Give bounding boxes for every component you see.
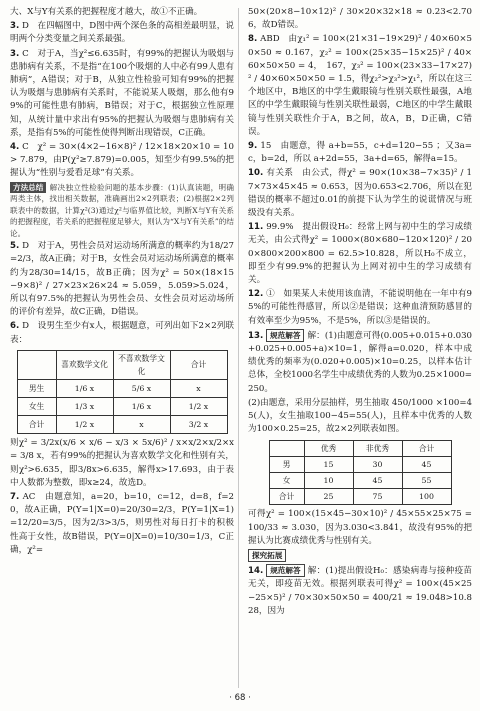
answer-item-5: 5. D 对于A，男性会员对运动场所满意的概率约为18/27=2/3，故A正确；对于B，女性会员对运动场所满意的概率约为28/30=14/15，故B正确；因为χ² = 50×(18×15−9×8)² / 27×23×26×24 ≈ 5.059，5.059>5.024，所以有97.5%的把握认为男性会员、女性会员对运动场所的评价有差异，故C正确，D错误。	[10, 241, 234, 318]
table-row: 合计 1/2 x x 3/2 x	[17, 416, 227, 434]
answer-item-6-cont: 则χ² = 3/2x(x/6 × x/6 − x/3 × 5x/6)² / x×x/2×x/2×x = 3/8 x，若有99%的把握认为喜欢数学文化和性别有关，则χ²>6.635，即3/8x>6.635，解得x>17.693，由于表中人数都为整数，即x≥24，故选D。	[10, 438, 234, 488]
answer-item-13-part3: 可得χ² = 100×(15×45−30×10)² / 45×55×25×75 = 100/33 ≈ 3.030，因为3.030<3.841，故没有95%的把握认为比赛成绩优秀与性别有关。	[248, 509, 472, 546]
table-row: 女生 1/3 x 1/6 x 1/2 x	[17, 398, 227, 416]
method-summary-tag: 方法总结	[10, 182, 46, 193]
column-divider	[238, 8, 239, 688]
answer-item-7: 7. AC 由题意知，a=20，b=10，c=12，d=8，f=20，故A正确，P(Y=1|X=0)=20/30=2/3，P(Y=1|X=1)=12/20=3/5，因为2/3>3/5，则男性对每日打卡的积极性高于女性，故B错误，P(Y=0|X=0)=10/30=1/3，C正确，χ²=	[10, 491, 234, 555]
answer-item-6: 6. D 设男生至少有x人，根据题意，可列出如下2×2列联表：	[10, 321, 235, 345]
answer-item-14: 14. 规范解答 解：(1)提出假设H₀：感染病毒与接种疫苗无关，即疫苗无效。根据列联表可得χ² = 100×(45×25−25×5)² / 70×30×50×50 = 400/21 ≈ 19.048>10.828，因为	[248, 566, 472, 616]
page-number: · 68 ·	[229, 693, 251, 703]
table-row: 男 15 30 45	[269, 456, 451, 472]
answer-item-4: 4. C χ² = 30×(4×2−16×8)² / 12×18×20×10 = 10 > 7.879，由P(χ²≥7.879)=0.005，知至少有99.5%的把握认为“性别与爱看足球”有关系。	[10, 142, 234, 179]
table-row: 合计 25 75 100	[269, 489, 451, 505]
answer-item-2-end: 大、X与Y有关系的把握程度才越大，故①不正确。	[10, 7, 203, 17]
extension-tag: 探究拓展	[248, 549, 286, 562]
standard-answer-tag: 规范解答	[266, 564, 304, 577]
answer-item-13: 13. 规范解答 解：(1)由题意可得(0.005+0.015+0.030+0.025+0.005+a)×10=1，解得a=0.020，样本中成绩优秀的频率为(0.020+0.005)×10=0.25，以样本估计总体，全校1000名学生中成绩优秀的人数为0.25×1000=250。	[248, 330, 473, 394]
answer-item-12: 12. ① 如果某人未使用该血清，不能说明他在一年中有95%的可能性得感冒，所以②是错误；这种血清预防感冒的有效率至少为95%，不是5%，所以③是错误的。	[248, 289, 473, 326]
answer-item-10: 10. 有关系 由公式，得χ² = 90×(10×38−7×35)² / 17×73×45×45 ≈ 0.653，因为0.653<2.706，所以在犯错误的概率不超过0.01的前提下认为学生的说谎情况与班级没有关系。	[248, 168, 472, 219]
right-column	[248, 6, 472, 619]
answer-item-13-part2: (2)由题意，采用分层抽样，男生抽取 450/1000 ×100=45(人)，女生抽取100−45=55(人)，且样本中优秀的人数为100×0.25=25，故2×2列联表如图。	[248, 397, 472, 435]
extension-section	[248, 549, 472, 563]
answer-item-4a: 3. C 对于A，当χ²≤6.635时，有99%的把握认为吸烟与患肺病有关系，不是指“在100个吸烟的人中必有99人患有肺病”，A错误；对于B，从独立性检验可知有99%的把握认为吸烟与患肺病有关系时，不能说某人吸烟，那么他有99%的可能性患有肺病，B错误；对于C，根据独立性原理知，从统计量中求出有95%的把握认为吸烟与患肺病有关系，是指有5%的可能性使得判断出现错误，C正确。	[10, 48, 234, 138]
answer-item-8: 8. ABD 由χ₁² = 100×(21×31−19×29)² / 40×60×50×50 ≈ 0.167，χ₂² = 100×(25×35−15×25)² / 40×60×50×50 = 4， 167，χ₃² = 100×(23×33−17×27)² / 40×60×50×50 = 1.5，得χ₂²>χ₃²>χ₁²，所以在这三个地区中，B地区的中学生戴眼镜与性别关联性最强，A地区的中学生戴眼镜与性别关联性最弱，C地区的中学生戴眼镜与性别关联性介于A，B之间，故A，B，D正确，C错误。	[248, 34, 472, 137]
method-summary: 方法总结 解决独立性检验问题的基本步骤：(1)认真读题，明确两类主体，找出相关数据，准确画出2×2列联表；(2)根据2×2列联表中的数据，计算χ²(3)通过χ²与临界值比较，判断X与Y有关系的把握程度，若关系的把握程度足够大，则认为“X与Y有关系”的结论。	[10, 182, 234, 238]
left-column	[10, 6, 234, 558]
table-row: 喜欢数学文化 不喜欢数学文化 合计	[17, 350, 227, 379]
answer-item-9: 9. 15 由题意，得 a+b=55，c+d=120−55 ；又3a=c，b=2d，所以 a+2d=55，3a+d=65，解得a=15。	[248, 141, 472, 165]
table-row: 女 10 45 55	[269, 472, 451, 488]
contingency-table-math-culture	[17, 350, 228, 434]
contingency-table-score-gender	[269, 440, 452, 506]
table-row: 男生 1/6 x 5/6 x x	[17, 380, 227, 398]
standard-answer-tag: 规范解答	[266, 329, 304, 342]
answer-item-11: 11. 99.9% 提出假设H₀：经常上网与初中生的学习成绩无关，由公式得χ² = 1000×(80×680−120×120)² / 200×800×200×800 = 62.5>10.828，所以H₀不成立，即至少有99.9%的把握认为上网对初中生的学习成绩有关。	[248, 222, 472, 286]
answer-item-7-end: 50×(20×8−10×12)² / 30×20×32×18 ≈ 0.23<2.706，故D错误。	[248, 7, 472, 31]
table-row: 优秀 非优秀 合计	[269, 440, 451, 456]
answer-item-3: 3. D 在四幅图中，D图中两个深色条的高相差最明显，说明两个分类变量之间关系最强。	[10, 21, 234, 45]
